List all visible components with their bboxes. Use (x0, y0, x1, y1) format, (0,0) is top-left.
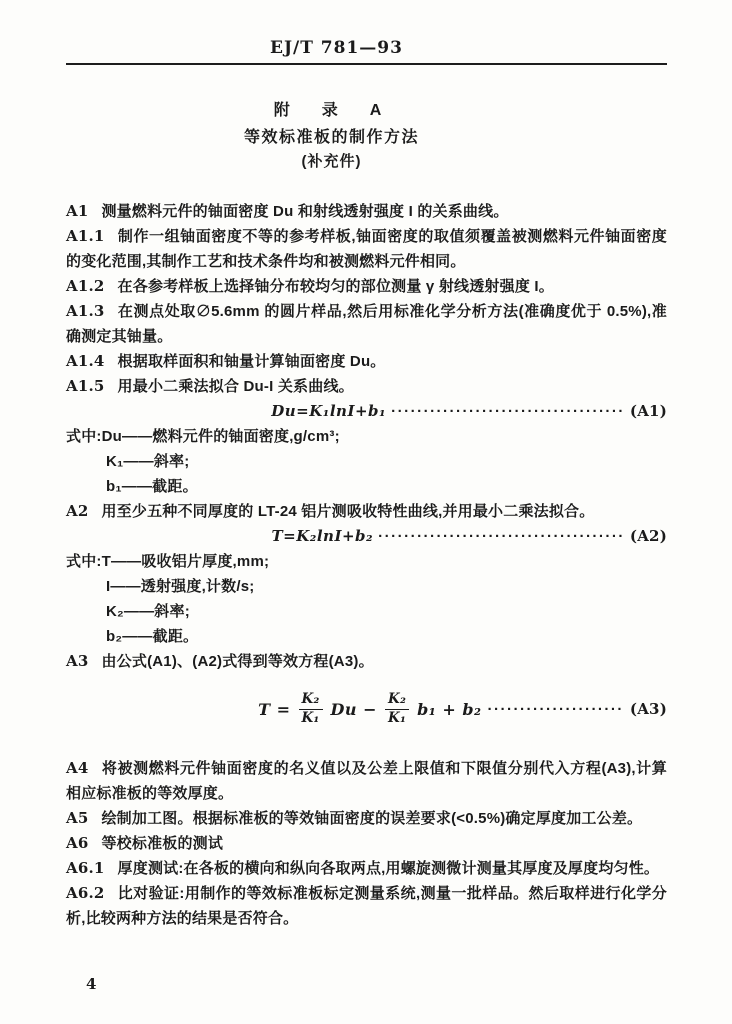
clause-a1-5 (66, 374, 667, 399)
clause-label: A1.3 (66, 302, 105, 320)
page-content (66, 0, 667, 931)
where-item: K₁——斜率; (106, 453, 190, 470)
clause-a6 (66, 831, 667, 856)
header-rule (66, 63, 667, 65)
clause-label: A3 (66, 652, 89, 670)
where-intro-1: 式中:Du——燃料元件的铀面密度,g/cm³; (66, 428, 340, 445)
appendix-title-block (66, 97, 667, 171)
appendix-subtitle: (补充件) (301, 153, 362, 170)
formula-number: (A2) (629, 527, 667, 545)
clause-text: 等校标准板的测试 (101, 835, 224, 853)
standard-code: EJ/T 781—93 (270, 38, 403, 58)
clause-text: 在测点处取∅5.6mm 的圆片样品,然后用标准化学分析方法(准确度优于 0.5%),准确测定其铀量。 (66, 303, 667, 345)
formula-a2 (66, 524, 667, 549)
formula-expression: T=K₂lnI+b₂ (271, 527, 374, 545)
clause-a1-3 (66, 299, 667, 349)
clause-text: 测量燃料元件的铀面密度 Du 和射线透射强度 I 的关系曲线。 (101, 203, 509, 220)
clause-text: 绘制加工图。根据标准板的等效铀面密度的误差要求(<0.5%)确定厚度加工公差。 (101, 810, 643, 828)
clause-a1 (66, 199, 667, 224)
dot-leader: ····················· (487, 700, 624, 718)
clause-label: A1.2 (66, 277, 105, 295)
where-item: I——透射强度,计数/s; (106, 578, 255, 595)
page-number: 4 (86, 975, 97, 993)
clause-a4 (66, 756, 667, 806)
clause-text: 用至少五种不同厚度的 LT-24 铝片测吸收特性曲线,并用最小二乘法拟合。 (101, 503, 595, 520)
formula-expression: Du=K₁lnI+b₁ (271, 402, 387, 420)
fraction-denominator: K₁ (388, 709, 407, 726)
dot-leader: ······································ (378, 528, 625, 545)
clause-a6-2 (66, 881, 667, 931)
clause-a1-2 (66, 274, 667, 299)
clause-label: A5 (66, 809, 89, 828)
appendix-heading: 附 录 A (273, 102, 390, 119)
clause-label: A1.1 (66, 227, 105, 245)
clause-label: A1.4 (66, 352, 105, 370)
clause-label: A4 (66, 759, 89, 778)
fraction-denominator: K₁ (301, 709, 320, 726)
dot-leader: ···································· (391, 403, 625, 420)
clause-label: A1 (66, 202, 89, 220)
clause-label: A2 (66, 502, 89, 520)
clause-a5 (66, 806, 667, 831)
clause-label: A6.1 (66, 859, 105, 878)
clause-text: 制作一组铀面密度不等的参考样板,铀面密度的取值须覆盖被测燃料元件铀面密度的变化范围,其制作工艺和技术条件均和被测燃料元件相同。 (66, 228, 667, 270)
clause-a1-4 (66, 349, 667, 374)
clause-a6-1 (66, 856, 667, 881)
appendix-title: 等效标准板的制作方法 (243, 129, 419, 146)
fraction-numerator: K₂ (299, 692, 323, 710)
formula-number: (A1) (629, 402, 667, 420)
clause-a2 (66, 499, 667, 524)
where-item: K₂——斜率; (106, 603, 190, 620)
clause-a1-1 (66, 224, 667, 274)
formula-tail: b₁ + b₂ (417, 699, 482, 719)
clause-text: 用最小二乘法拟合 Du-I 关系曲线。 (117, 378, 354, 395)
clause-label: A1.5 (66, 377, 105, 395)
where-item: b₂——截距。 (106, 628, 199, 645)
formula-a3 (66, 692, 667, 726)
clause-a3 (66, 649, 667, 674)
where-item: b₁——截距。 (106, 478, 198, 495)
document-body (66, 199, 667, 931)
clause-label: A6 (66, 834, 89, 853)
clause-text: 比对验证:用制作的等效标准板标定测量系统,测量一批样品。然后取样进行化学分析,比较两种方法的结果是否符合。 (66, 885, 667, 928)
clause-text: 厚度测试:在各板的横向和纵向各取两点,用螺旋测微计测量其厚度及厚度均匀性。 (117, 860, 660, 878)
formula-a1 (66, 399, 667, 424)
formula-mid: Du − (330, 699, 378, 719)
formula-number: (A3) (629, 699, 667, 718)
clause-text: 由公式(A1)、(A2)式得到等效方程(A3)。 (101, 653, 374, 670)
clause-text: 将被测燃料元件铀面密度的名义值以及公差上限值和下限值分别代入方程(A3),计算相应标准板的等效厚度。 (66, 760, 667, 803)
fraction (299, 692, 323, 726)
clause-text: 根据取样面积和铀量计算铀面密度 Du。 (117, 353, 386, 370)
fraction-numerator: K₂ (385, 692, 409, 710)
fraction (385, 692, 409, 726)
formula-lhs: T = (258, 699, 291, 719)
where-intro-2: 式中:T——吸收铝片厚度,mm; (66, 553, 270, 570)
clause-text: 在各参考样板上选择铀分布较均匀的部位测量 γ 射线透射强度 I。 (117, 278, 554, 295)
clause-label: A6.2 (66, 884, 105, 903)
